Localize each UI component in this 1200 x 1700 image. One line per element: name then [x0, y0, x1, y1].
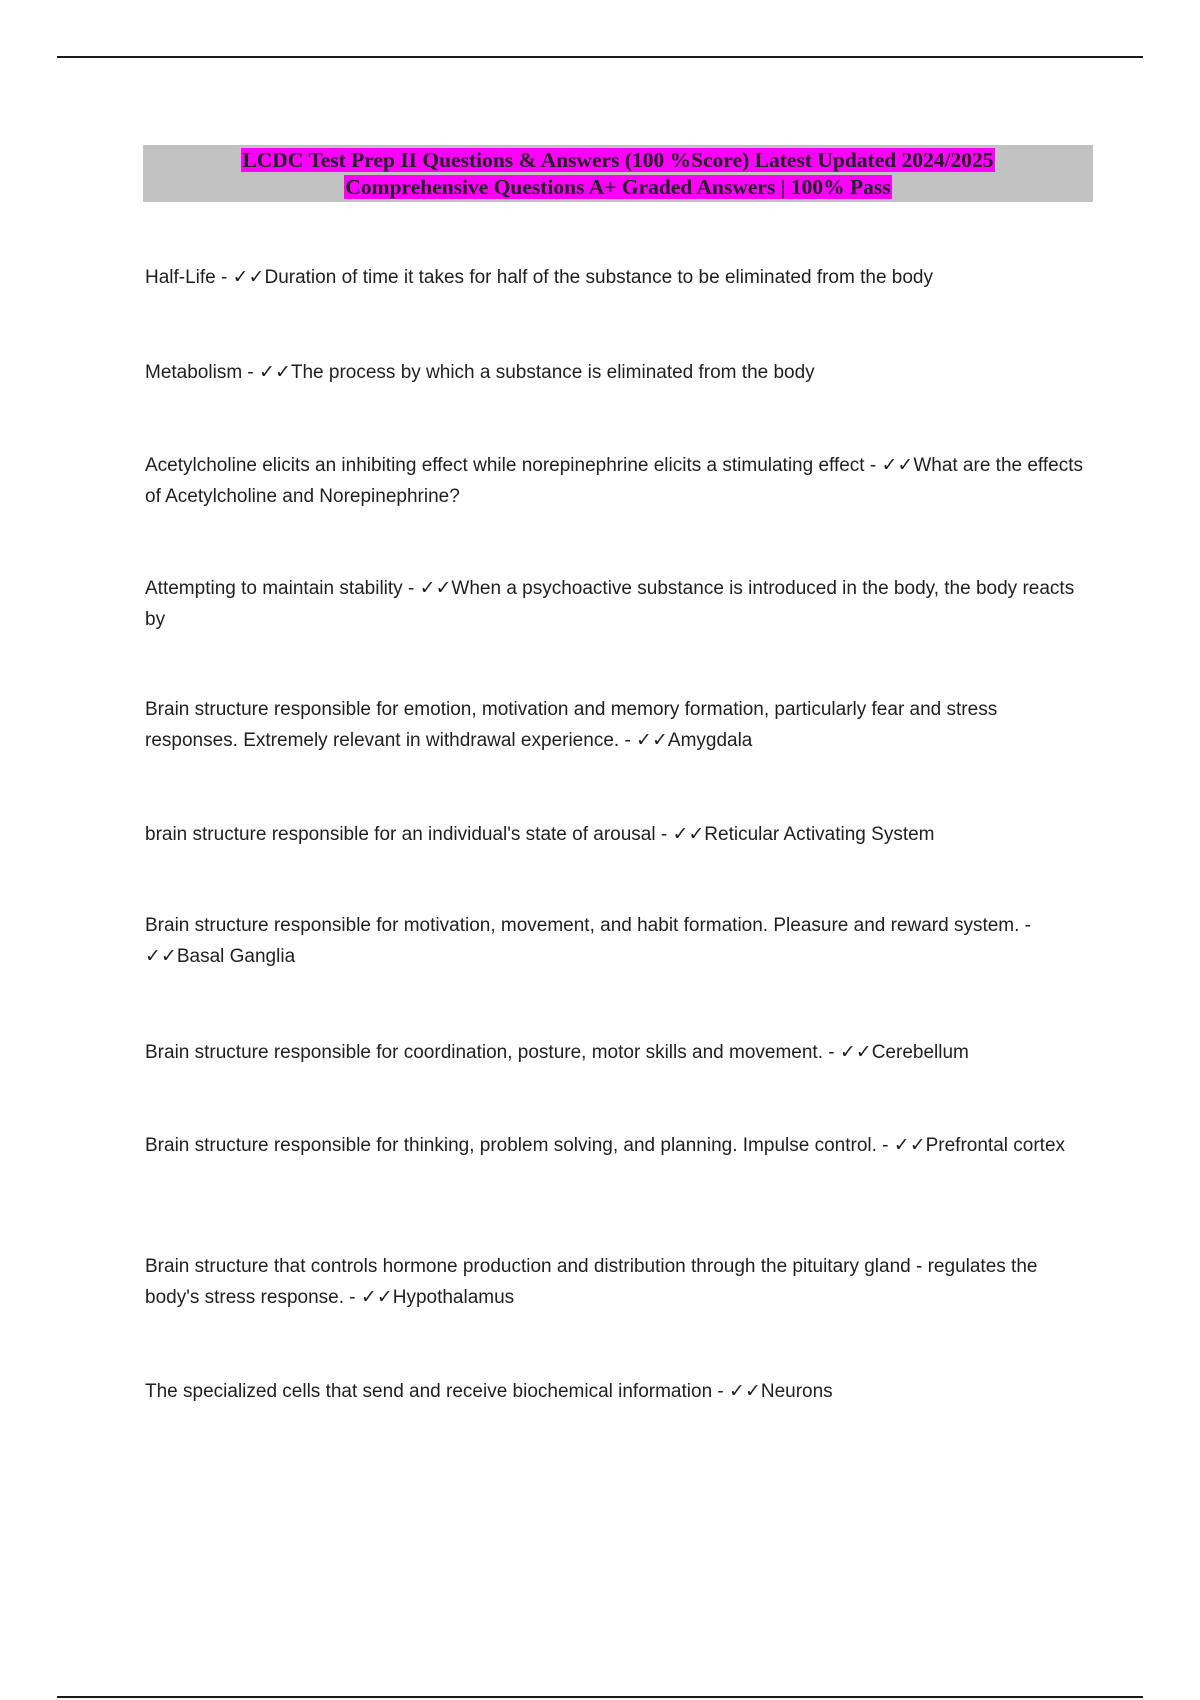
qa-item: Brain structure responsible for coordination, posture, motor skills and movement. - ✓✓Cerebellum — [145, 1042, 969, 1063]
qa-item: Brain structure responsible for emotion, motivation and memory formation, particularly fear and stress responses. Extremely relevant in withdrawal experience. - ✓✓Amygdala — [145, 699, 998, 751]
title-line-2: Comprehensive Questions A+ Graded Answers | 100% Pass — [345, 175, 891, 199]
qa-item: Metabolism - ✓✓The process by which a substance is eliminated from the body — [145, 362, 815, 383]
qa-item: Acetylcholine elicits an inhibiting effect while norepinephrine elicits a stimulating effect - ✓✓What are the effects of Acetylcholine and Norepinephrine? — [145, 455, 1083, 507]
qa-item: Brain structure responsible for motivation, movement, and habit formation. Pleasure and reward system. - ✓✓Basal Ganglia — [145, 915, 1032, 967]
qa-item: brain structure responsible for an individual's state of arousal - ✓✓Reticular Activating System — [145, 824, 935, 845]
qa-item: Attempting to maintain stability - ✓✓When a psychoactive substance is introduced in the body, the body reacts by — [145, 578, 1075, 630]
document-title — [143, 145, 1093, 202]
qa-item: Brain structure responsible for thinking, problem solving, and planning. Impulse control. - ✓✓Prefrontal cortex — [145, 1135, 1066, 1156]
qa-item: The specialized cells that send and receive biochemical information - ✓✓Neurons — [145, 1381, 833, 1402]
qa-item: Half-Life - ✓✓Duration of time it takes for half of the substance to be eliminated from the body — [145, 267, 933, 288]
top-divider — [57, 56, 1143, 58]
bottom-divider — [57, 1696, 1143, 1698]
qa-item: Brain structure that controls hormone production and distribution through the pituitary gland - regulates the body's stress response. - ✓✓Hypothalamus — [145, 1256, 1038, 1308]
title-line-1: LCDC Test Prep II Questions & Answers (100 %Score) Latest Updated 2024/2025 — [242, 148, 994, 172]
